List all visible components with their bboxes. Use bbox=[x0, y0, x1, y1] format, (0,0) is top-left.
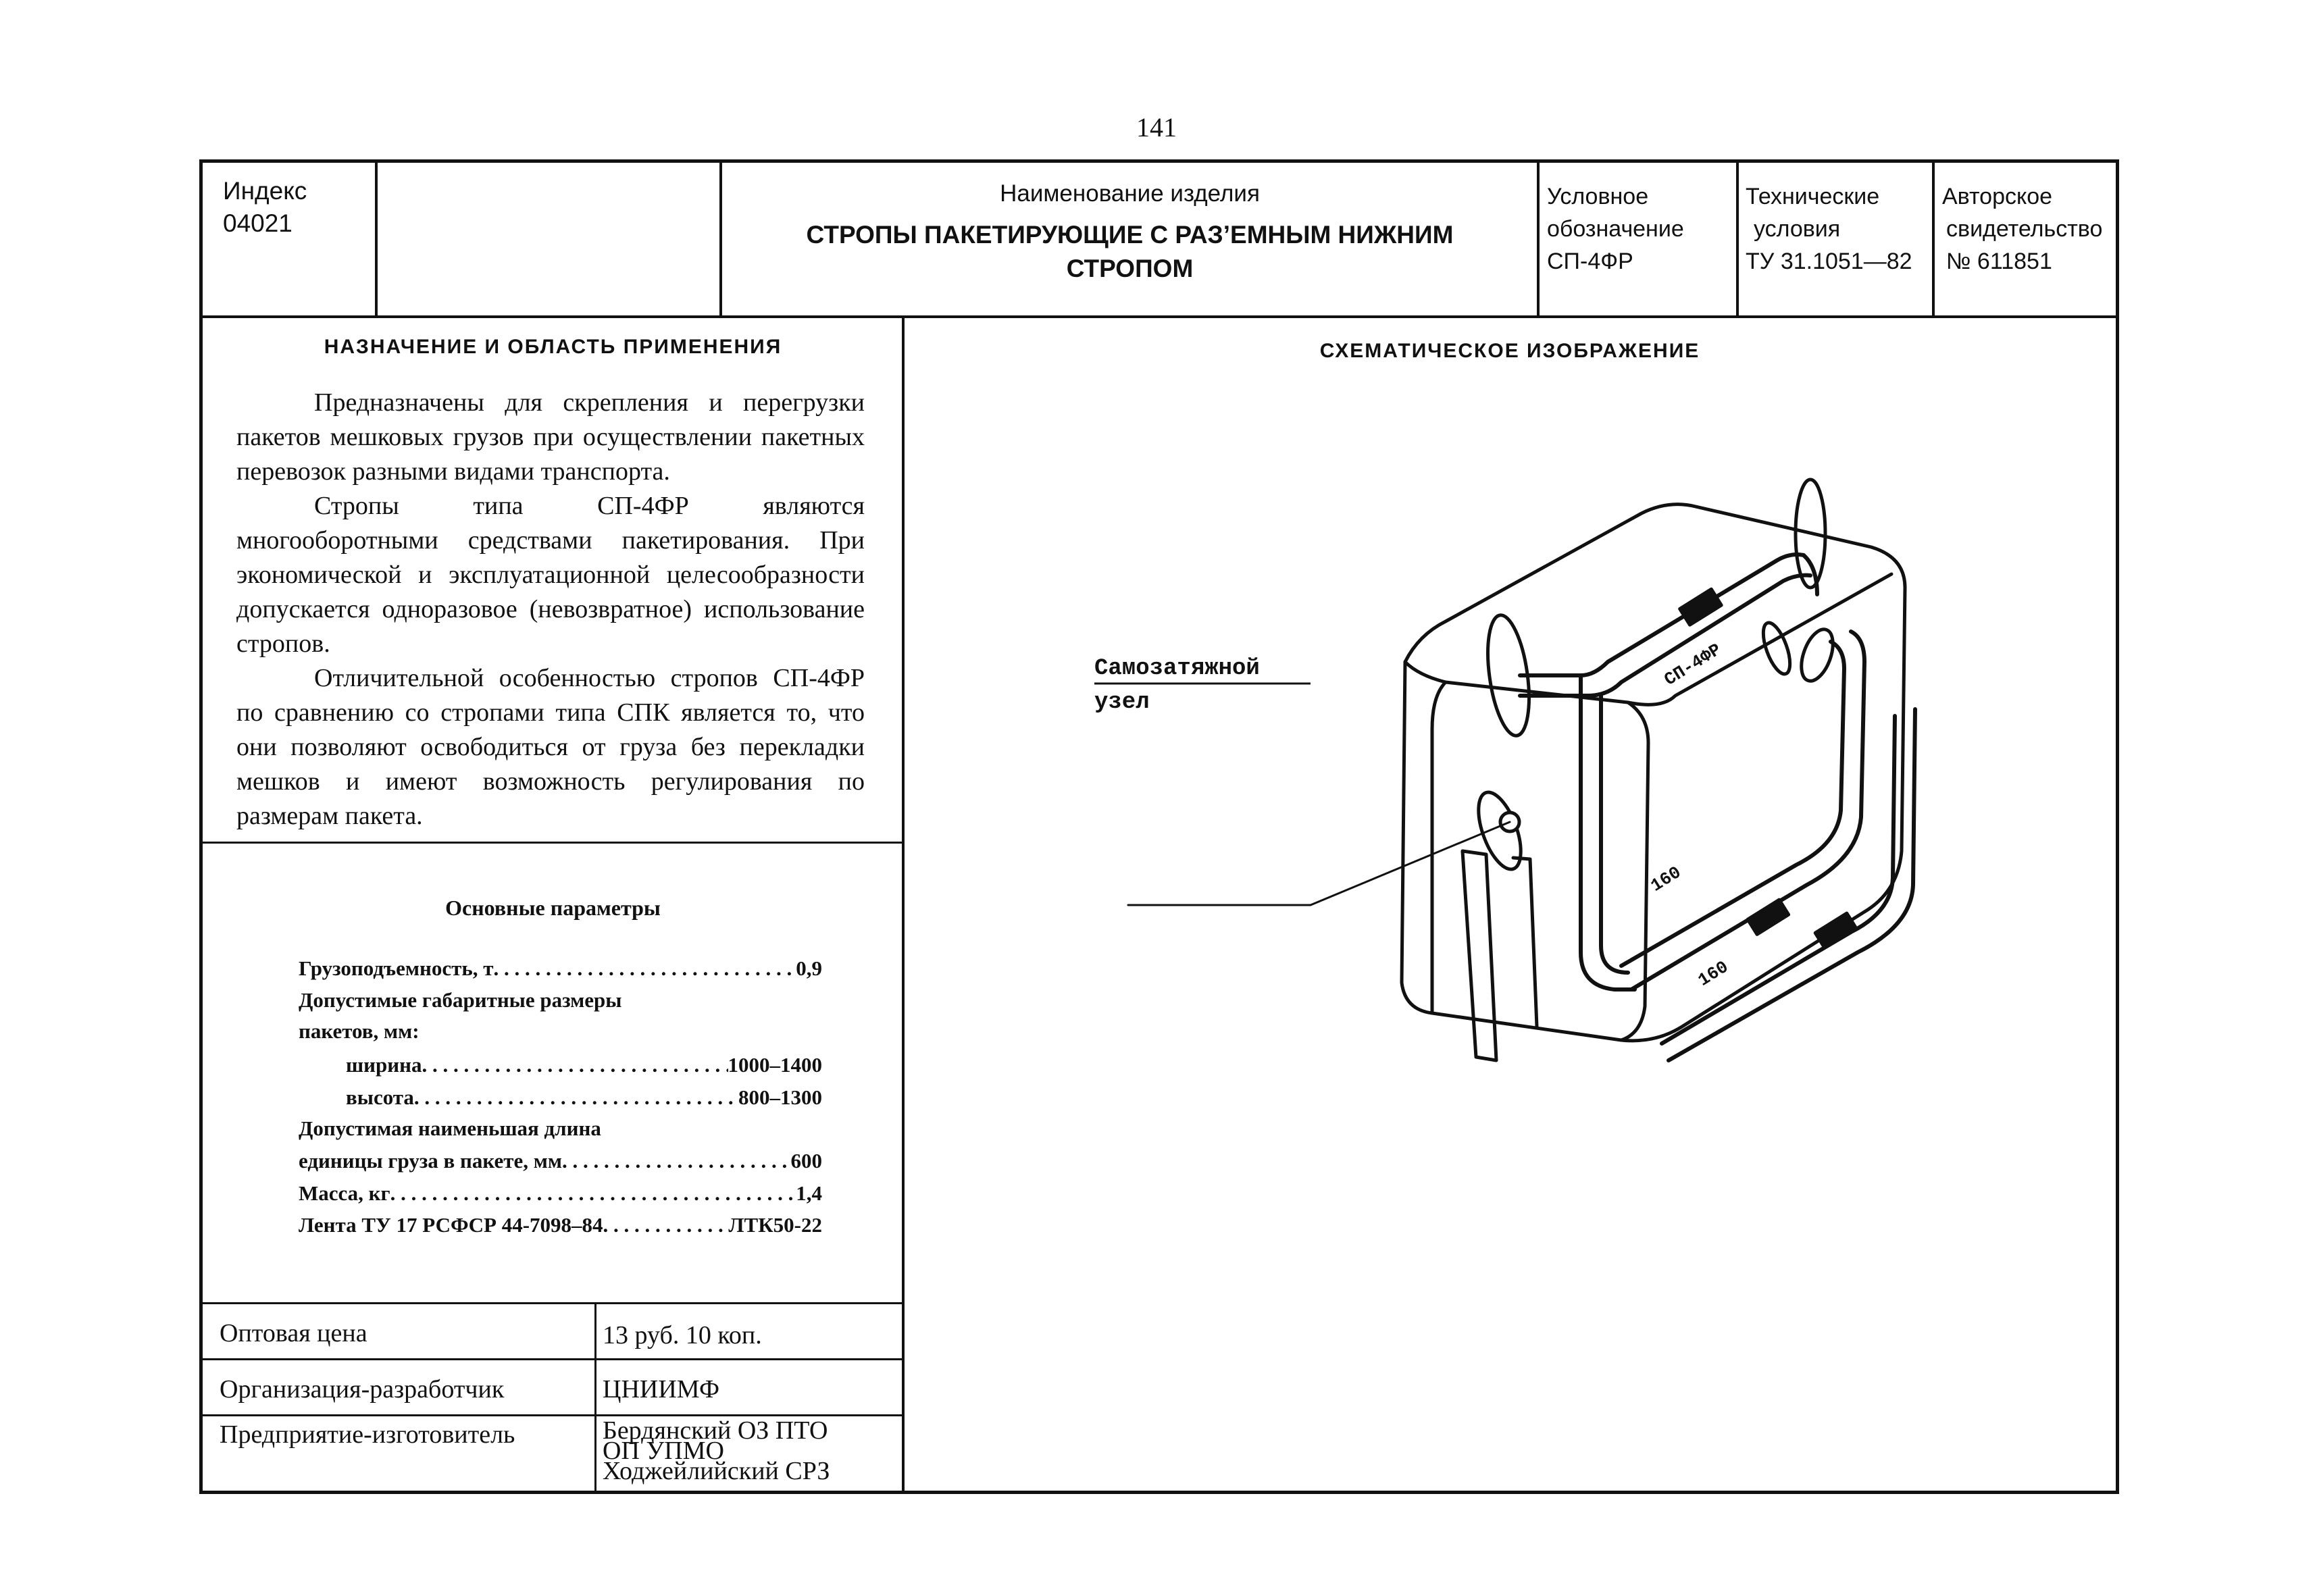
strap-label: 160 bbox=[1647, 862, 1685, 896]
strap-mark bbox=[1748, 900, 1788, 934]
manufacturer-value bbox=[603, 1416, 830, 1485]
param-label: высота bbox=[346, 1085, 414, 1109]
param-label: Грузоподъемность, т bbox=[299, 956, 494, 980]
param-row bbox=[299, 1116, 601, 1141]
strap-mark bbox=[1815, 913, 1856, 948]
purpose-paragraph: Предназначены для скрепления и перегрузки пакетов мешковых грузов при осуществлении пакетных перевозок разными видами транспорта. bbox=[236, 388, 865, 486]
param-row bbox=[299, 988, 621, 1012]
callout-label-1: Самозатяжной bbox=[1094, 656, 1260, 681]
package-left-inner bbox=[1432, 682, 1446, 1013]
param-label: Допустимые габаритные размеры bbox=[299, 988, 622, 1012]
param-value: 0,9 bbox=[796, 956, 822, 980]
param-row bbox=[346, 1053, 822, 1077]
param-row bbox=[299, 1149, 822, 1173]
index-label: Индекс bbox=[223, 177, 307, 205]
index-value: 04021 bbox=[223, 209, 293, 237]
strap-label: СП-4ФР bbox=[1660, 639, 1725, 690]
developer-label: Организация-разработчик bbox=[220, 1375, 505, 1404]
schematic-title: СХЕМАТИЧЕСКОЕ ИЗОБРАЖЕНИЕ bbox=[1319, 340, 1700, 362]
strap-end bbox=[1463, 851, 1496, 1060]
param-label: единицы груза в пакете, мм bbox=[299, 1149, 562, 1173]
callout-leader bbox=[1128, 822, 1510, 905]
left-divider bbox=[203, 1358, 903, 1360]
param-label: Лента ТУ 17 РСФСР 44-7098–84 bbox=[299, 1213, 603, 1237]
param-row bbox=[299, 1213, 822, 1237]
author-cert-cell bbox=[1942, 180, 2119, 278]
purpose-paragraph: Отличительной особенностью стропов СП-4ФР по сравнению со стропами типа СПК является то, что они позволяют освободиться от груза без перекладки мешков и имеют возможность регулирования по размерам пакета. bbox=[236, 664, 865, 830]
designation-cell bbox=[1547, 180, 1733, 278]
developer-value: ЦНИИМФ bbox=[603, 1375, 720, 1404]
param-label: Допустимая наименьшая длина bbox=[299, 1116, 601, 1140]
param-value: 1000–1400 bbox=[728, 1053, 822, 1077]
manufacturer-label: Предприятие-изготовитель bbox=[220, 1420, 515, 1449]
lower-strap bbox=[1621, 632, 1915, 1060]
tech-label-1: Технические bbox=[1746, 184, 1880, 209]
lifting-loop-right bbox=[1758, 480, 1839, 685]
tech-conditions-cell bbox=[1746, 180, 1935, 278]
info-col-divider bbox=[594, 1303, 596, 1492]
param-value: 800–1300 bbox=[738, 1085, 822, 1109]
param-label: ширина bbox=[346, 1053, 422, 1077]
param-value: 1,4 bbox=[796, 1181, 822, 1205]
param-row bbox=[299, 956, 822, 981]
param-row bbox=[299, 1019, 420, 1044]
manufacturer-value-3: Ходжейлийский СРЗ bbox=[603, 1457, 830, 1485]
tech-value: ТУ 31.1051—82 bbox=[1746, 249, 1912, 274]
left-divider bbox=[203, 842, 903, 844]
cargo-package bbox=[1402, 505, 1905, 1041]
designation-value: СП-4ФР bbox=[1547, 249, 1633, 274]
header-col-divider bbox=[375, 163, 378, 317]
manufacturer-value-1: Бердянский ОЗ ПТО bbox=[603, 1416, 828, 1445]
author-label-1: Авторское bbox=[1942, 184, 2053, 209]
header-col-divider bbox=[1736, 163, 1739, 317]
price-value: 13 руб. 10 коп. bbox=[603, 1321, 762, 1349]
designation-label-1: Условное bbox=[1547, 184, 1649, 209]
param-row bbox=[299, 1181, 822, 1206]
price-label: Оптовая цена bbox=[220, 1319, 367, 1347]
author-value: № 611851 bbox=[1946, 249, 2052, 274]
product-name-cell bbox=[723, 178, 1537, 286]
param-row bbox=[346, 1085, 822, 1110]
product-name-line1: СТРОПЫ ПАКЕТИРУЮЩИЕ С РАЗ’ЕМНЫМ НИЖНИМ bbox=[806, 221, 1454, 249]
header-divider bbox=[203, 315, 2116, 318]
strap-mark bbox=[1680, 589, 1721, 625]
product-name-line2: СТРОПОМ bbox=[1066, 255, 1194, 282]
author-label-2: свидетельство bbox=[1946, 216, 2103, 242]
left-divider bbox=[203, 1302, 903, 1304]
package-outline bbox=[1402, 505, 1905, 1041]
index-cell bbox=[223, 175, 372, 240]
params-title: Основные параметры bbox=[445, 896, 661, 920]
page-number: 141 bbox=[1136, 112, 1177, 143]
header-col-divider bbox=[719, 163, 722, 317]
purpose-paragraph: Стропы типа СП-4ФР являются многооборотными средствами пакетирования. При экономической и эксплуатационной целесообразности допускается одноразовое (невозвратное) использование стропов. bbox=[236, 492, 865, 658]
param-value: ЛТК50-22 bbox=[728, 1213, 822, 1237]
name-label: Наименование изделия bbox=[1000, 180, 1260, 207]
purpose-text bbox=[236, 386, 865, 833]
designation-label-2: обозначение bbox=[1547, 216, 1684, 242]
strap-label: 160 bbox=[1694, 956, 1732, 991]
param-value: 600 bbox=[790, 1149, 822, 1173]
param-label: Масса, кг bbox=[299, 1181, 390, 1205]
param-label: пакетов, мм: bbox=[299, 1019, 420, 1043]
schematic-diagram bbox=[905, 378, 2108, 1486]
tech-label-2: условия bbox=[1754, 216, 1841, 242]
header-col-divider bbox=[1537, 163, 1540, 317]
manufacturer-value-2: ОП УПМО bbox=[603, 1437, 724, 1465]
callout-label-2: узел bbox=[1094, 690, 1150, 715]
purpose-title: НАЗНАЧЕНИЕ И ОБЛАСТЬ ПРИМЕНЕНИЯ bbox=[324, 336, 782, 358]
